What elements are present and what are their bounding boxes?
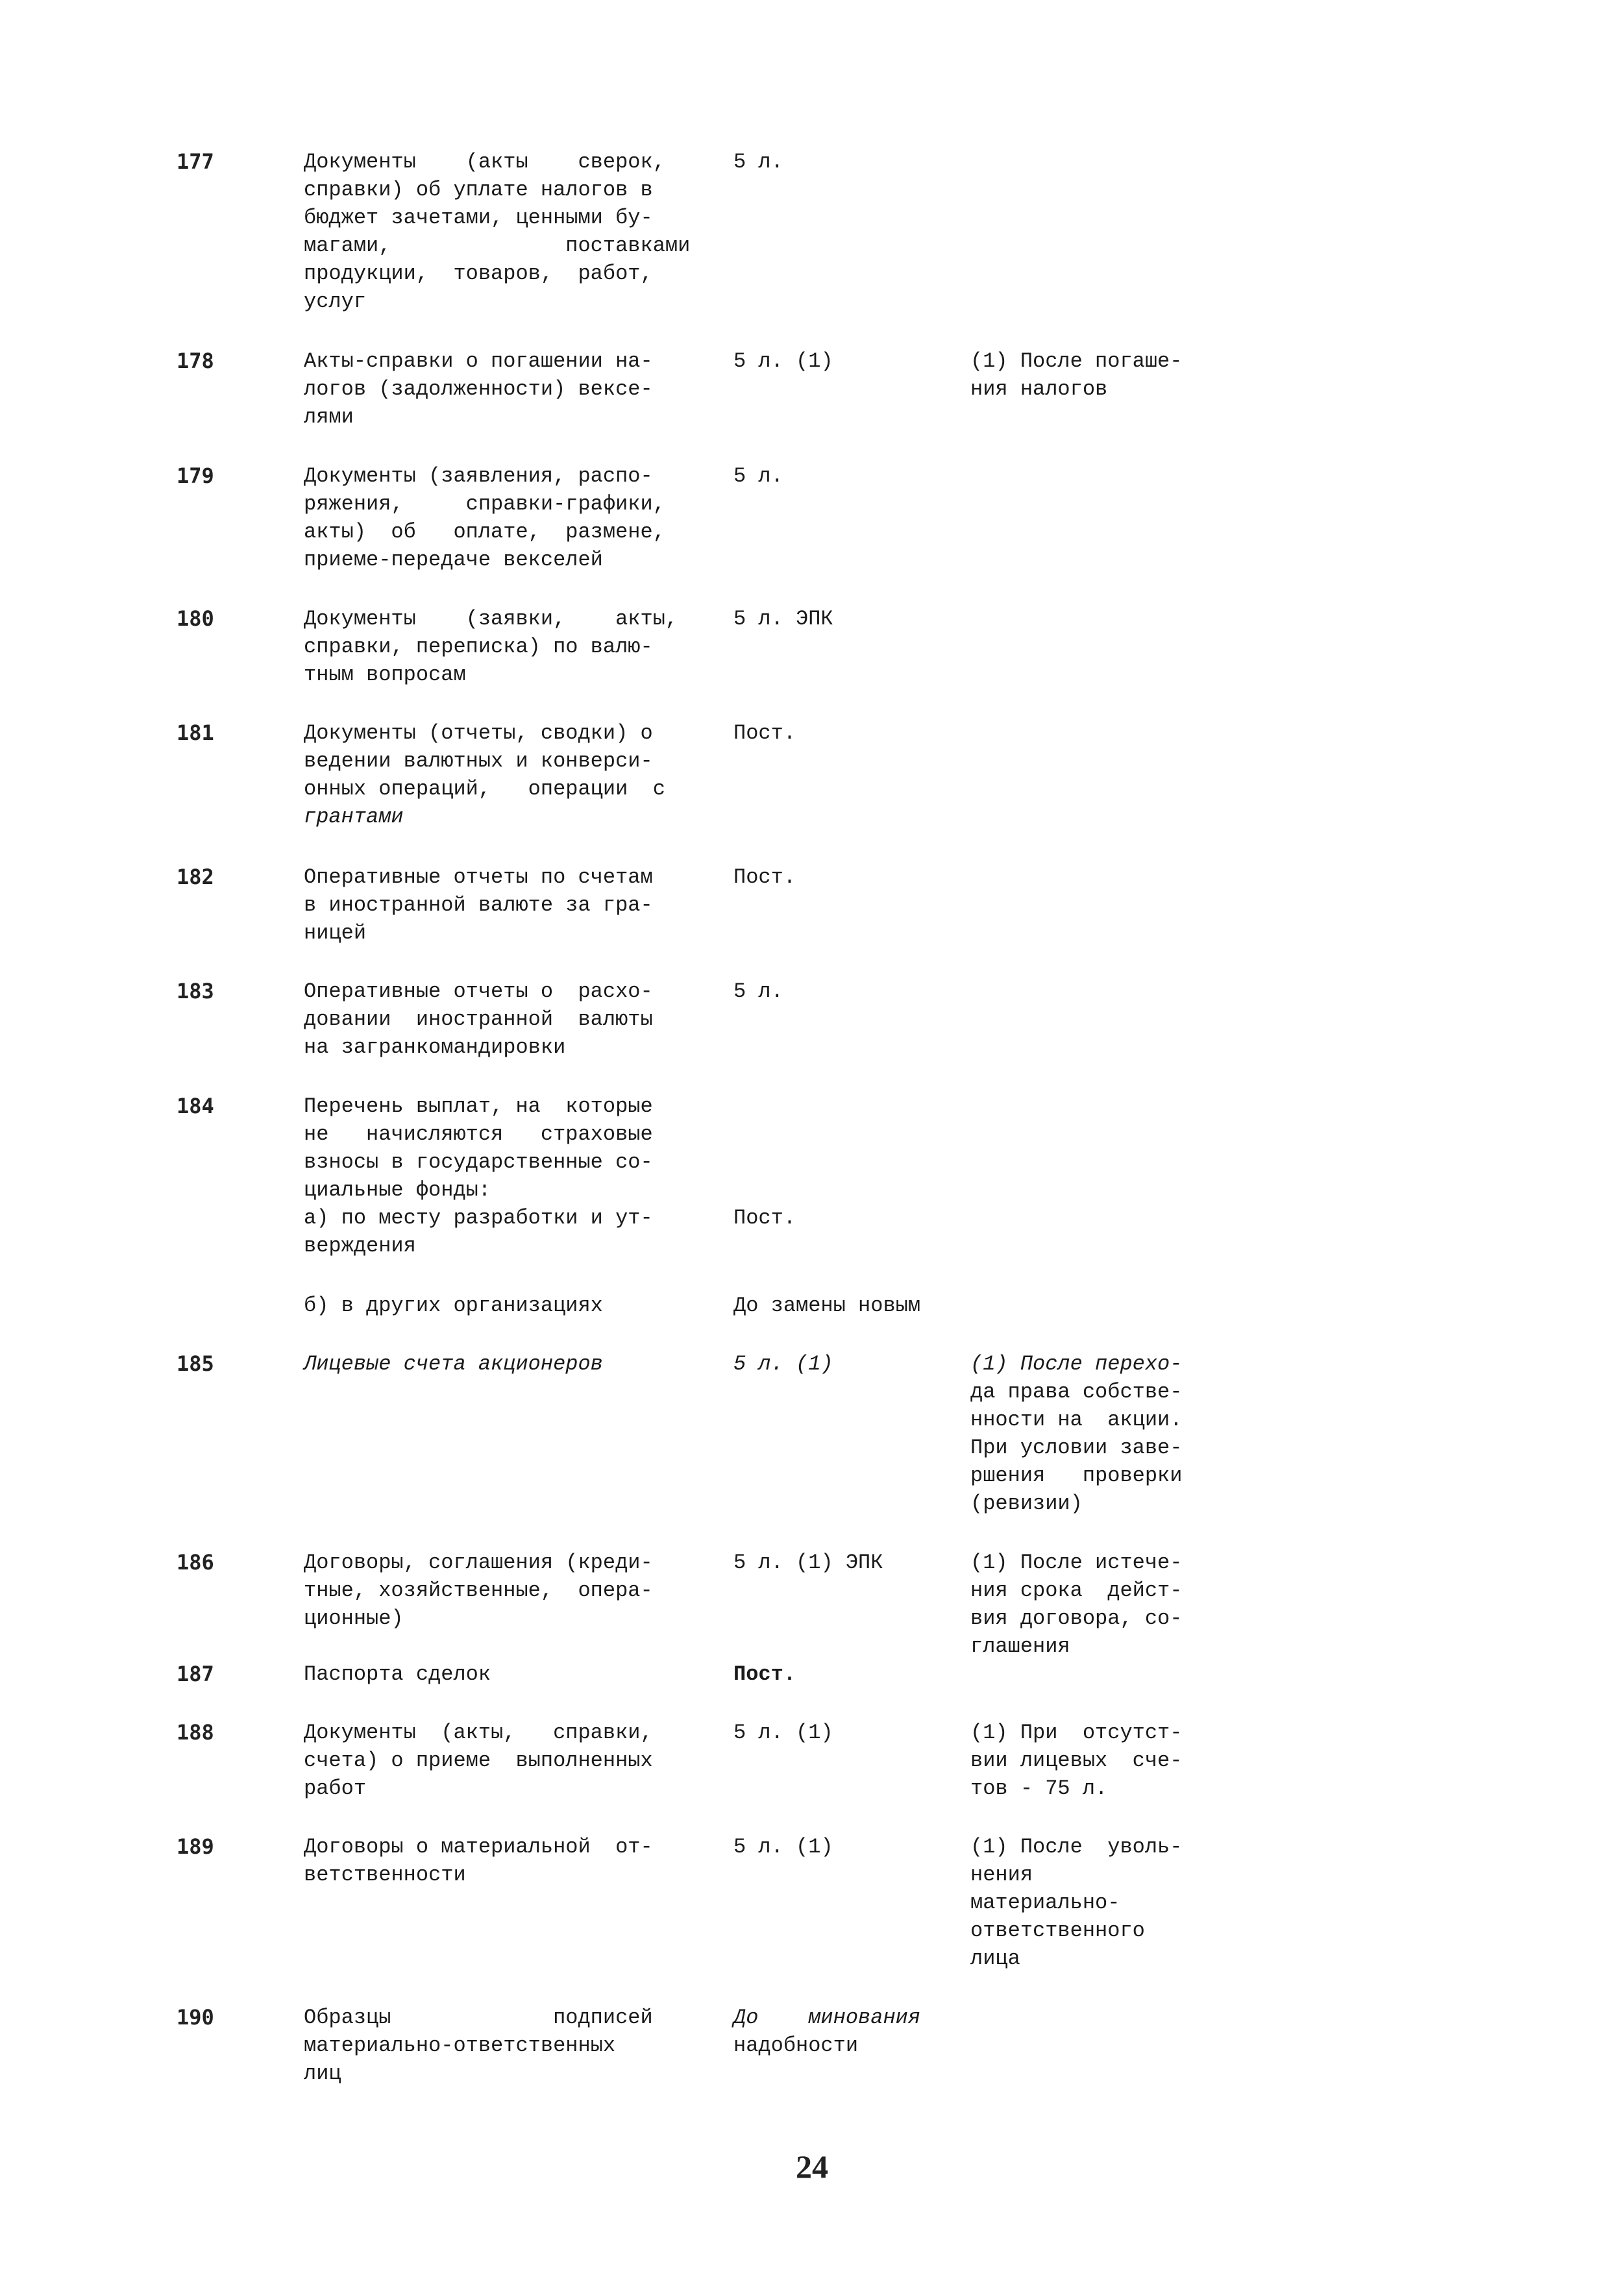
note-line: (1) После истече- (970, 1551, 1183, 1575)
entry-title (304, 863, 726, 947)
title-line: лями (304, 405, 354, 429)
title-line: счета) о приеме выполненных (304, 1749, 653, 1773)
entry-term (733, 148, 993, 176)
entry-title (304, 148, 726, 315)
title-line: материально-ответственных (304, 2034, 616, 2058)
title-line: Оперативные отчеты по счетам (304, 865, 653, 889)
title-line: справки, переписка) по валю- (304, 635, 653, 659)
title-line: логов (задолженности) вексе- (304, 377, 653, 401)
entry-number: 180 (177, 606, 214, 631)
term-line: Пост. (733, 1662, 796, 1686)
term-line: 5 л. (733, 979, 783, 1003)
term-line: 5 л. ЭПК (733, 607, 833, 631)
term-line: 5 л. (733, 464, 783, 488)
entry-term (733, 462, 993, 490)
entry-number: 181 (177, 720, 214, 745)
entry-term (733, 605, 993, 633)
note-line: ршения проверки (970, 1464, 1183, 1488)
title-line: онных операций, операции с (304, 777, 665, 801)
title-line: Лицевые счета акционеров (304, 1352, 603, 1376)
entry-term (733, 719, 993, 747)
title-line: справки) об уплате налогов в (304, 178, 653, 202)
entry-term (733, 2004, 993, 2059)
title-line: Оперативные отчеты о расхо- (304, 979, 653, 1003)
title-line: Перечень выплат, на которые (304, 1094, 653, 1118)
entry-number: 189 (177, 1834, 214, 1859)
entry-title (304, 462, 726, 574)
note-line: (1) После перехо- (970, 1352, 1183, 1376)
term-line: 5 л. (1) (733, 349, 833, 373)
term-line: 5 л. (1) (733, 1721, 833, 1745)
title-line: б) в других организациях (304, 1294, 603, 1318)
note-line: нения (970, 1863, 1033, 1887)
entry-term (733, 1833, 993, 1861)
title-line: ряжения, справки-графики, (304, 492, 665, 516)
title-line: а) по месту разработки и ут- (304, 1206, 653, 1230)
note-line: ния налогов (970, 377, 1108, 401)
title-line: продукции, товаров, работ, (304, 262, 653, 286)
entry-number: 184 (177, 1094, 214, 1118)
entry-note (970, 1833, 1282, 1973)
title-line: бюджет зачетами, ценными бу- (304, 206, 653, 230)
title-line: услуг (304, 289, 367, 313)
entry-term (733, 347, 993, 375)
title-line: Документы (заявления, распо- (304, 464, 653, 488)
note-line: (1) После уволь- (970, 1835, 1183, 1859)
title-line: ветственности (304, 1863, 466, 1887)
note-line: лица (970, 1947, 1020, 1971)
note-line: (1) При отсутст- (970, 1721, 1183, 1745)
entry-number: 188 (177, 1720, 214, 1745)
entry-note (970, 1350, 1282, 1518)
entry-title (304, 1660, 726, 1688)
term-line: 5 л. (1) (733, 1835, 833, 1859)
entry-title (304, 1092, 726, 1260)
title-line: в иностранной валюте за гра- (304, 893, 653, 917)
title-line: Документы (акты сверок, (304, 150, 665, 174)
note-line: При условии заве- (970, 1436, 1183, 1460)
term-line: До замены новым (733, 1294, 921, 1318)
term-line: 5 л. (1) (733, 1352, 833, 1376)
entry-note (970, 1549, 1282, 1660)
title-line: Документы (акты, справки, (304, 1721, 653, 1745)
entry-number: 179 (177, 463, 214, 488)
entry-note (970, 1719, 1282, 1802)
term-line: 5 л. (733, 150, 783, 174)
term-line: Пост. (733, 865, 796, 889)
title-line: Документы (отчеты, сводки) о (304, 721, 653, 745)
entry-term (733, 1292, 993, 1320)
note-line: тов - 75 л. (970, 1776, 1108, 1801)
entry-title (304, 1549, 726, 1632)
note-line: да права собстве- (970, 1380, 1183, 1404)
entry-title (304, 1292, 726, 1320)
title-line: акты) об оплате, размене, (304, 520, 665, 544)
entry-term (733, 1660, 993, 1688)
title-line: верждения (304, 1234, 416, 1258)
title-line: ницей (304, 921, 367, 945)
note-line: нности на акции. (970, 1408, 1183, 1432)
term-line: 5 л. (1) ЭПК (733, 1551, 883, 1575)
note-line: ответственного (970, 1919, 1145, 1943)
term-line: надобности (733, 2034, 859, 2058)
note-line: ния срока дейст- (970, 1579, 1183, 1603)
title-line: работ (304, 1776, 367, 1801)
entry-title (304, 605, 726, 689)
title-line: магами, поставками (304, 234, 691, 258)
entry-term (733, 977, 993, 1005)
entry-title (304, 347, 726, 431)
title-line: взносы в государственные со- (304, 1150, 653, 1174)
title-line: не начисляются страховые (304, 1122, 653, 1146)
title-line: довании иностранной валюты (304, 1007, 653, 1031)
entry-note (970, 347, 1282, 403)
title-line: ведении валютных и конверси- (304, 749, 653, 773)
title-line: циальные фонды: (304, 1178, 491, 1202)
title-line: Договоры, соглашения (креди- (304, 1551, 653, 1575)
term-line: До минования (733, 2006, 921, 2030)
entry-term (733, 1350, 993, 1378)
entry-title (304, 1833, 726, 1889)
term-line: Пост. (733, 721, 796, 745)
entry-number: 182 (177, 865, 214, 889)
title-line: Паспорта сделок (304, 1662, 491, 1686)
note-line: вии лицевых сче- (970, 1749, 1183, 1773)
entry-number: 178 (177, 349, 214, 373)
entry-term (733, 1719, 993, 1747)
title-line: приеме-передаче векселей (304, 548, 603, 572)
title-line: ционные) (304, 1606, 404, 1630)
note-line: глашения (970, 1634, 1070, 1658)
title-line: Документы (заявки, акты, (304, 607, 678, 631)
title-line: лиц (304, 2061, 341, 2085)
title-line: Образцы подписей (304, 2006, 653, 2030)
title-line: Акты-справки о погашении на- (304, 349, 653, 373)
title-line: на загранкомандировки (304, 1035, 566, 1059)
entry-number: 190 (177, 2005, 214, 2030)
entry-number: 185 (177, 1351, 214, 1376)
entry-number: 186 (177, 1550, 214, 1575)
entry-term (733, 863, 993, 891)
page-number: 24 (796, 2148, 828, 2185)
title-line: Договоры о материальной от- (304, 1835, 653, 1859)
title-line: тным вопросам (304, 663, 466, 687)
note-line: материально- (970, 1891, 1120, 1915)
note-line: (ревизии) (970, 1492, 1083, 1516)
entry-title (304, 1350, 726, 1378)
entry-title (304, 1719, 726, 1802)
entry-term (733, 1204, 993, 1232)
entry-title (304, 2004, 726, 2087)
entry-title (304, 977, 726, 1061)
note-line: вия договора, со- (970, 1606, 1183, 1630)
entry-term (733, 1549, 993, 1577)
entry-number: 187 (177, 1662, 214, 1686)
entry-number: 183 (177, 979, 214, 1003)
entry-number: 177 (177, 149, 214, 174)
note-line: (1) После погаше- (970, 349, 1183, 373)
title-line: тные, хозяйственные, опера- (304, 1579, 653, 1603)
title-line: грантами (304, 805, 404, 829)
entry-title (304, 719, 726, 831)
term-line: Пост. (733, 1206, 796, 1230)
